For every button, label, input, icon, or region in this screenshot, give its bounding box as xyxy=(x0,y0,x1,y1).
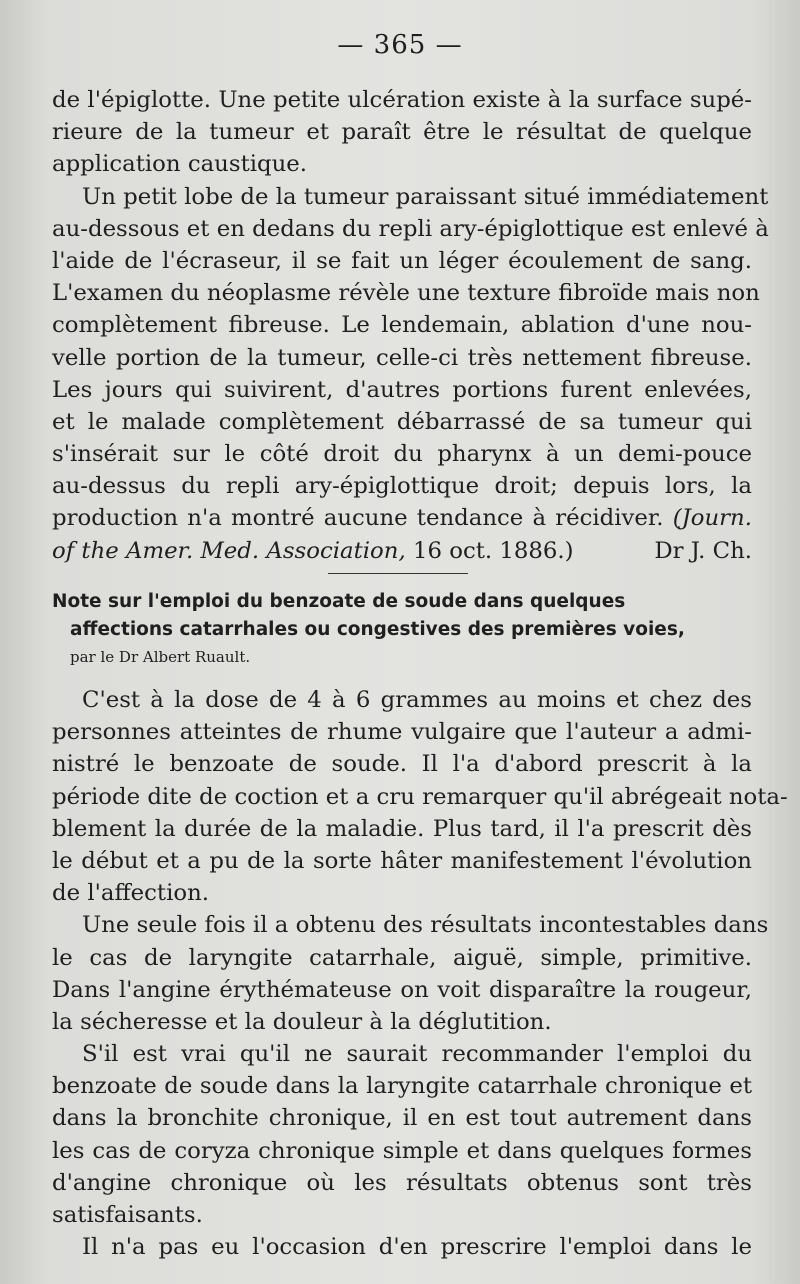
text-line: velle portion de la tumeur, celle-ci très nettement fibreuse. xyxy=(52,344,752,371)
text-line: au-dessus du repli ary-épiglottique droit; depuis lors, la xyxy=(52,473,752,500)
text-line: la sécheresse et la douleur à la déglutition. xyxy=(52,1008,552,1035)
text-line: s'insérait sur le côté droit du pharynx à un demi-pouce xyxy=(52,441,752,468)
text-line: application caustique. xyxy=(52,151,308,178)
section-divider xyxy=(328,573,468,574)
text-line: les cas de coryza chronique simple et dans quelques formes xyxy=(52,1137,752,1164)
text-line: Une seule fois il a obtenu des résultats incontestables dans xyxy=(82,912,769,939)
article-heading xyxy=(52,588,752,670)
text-line: de l'affection. xyxy=(52,880,210,907)
text-line: blement la durée de la maladie. Plus tard, il l'a prescrit dès xyxy=(52,815,752,842)
text-line: benzoate de soude dans la laryngite catarrhale chronique et xyxy=(52,1073,752,1100)
text-line: Dans l'angine érythémateuse on voit disparaître la rougeur, xyxy=(52,976,752,1003)
article-body xyxy=(52,684,788,1263)
text-fragment: production n'a montré aucune tendance à récidiver. xyxy=(52,505,664,532)
text-line: Un petit lobe de la tumeur paraissant situé immédiatement xyxy=(82,183,769,210)
author-signature: Dr J. Ch. xyxy=(654,537,752,564)
text-line: période dite de coction et a cru remarquer qu'il abrégeait nota- xyxy=(52,783,788,810)
text-line: C'est à la dose de 4 à 6 grammes au moins et chez des xyxy=(82,687,752,713)
text-line: complètement fibreuse. Le lendemain, ablation d'une nou- xyxy=(52,312,752,339)
text-line: dans la bronchite chronique, il en est tout autrement dans xyxy=(52,1105,752,1132)
text-line: d'angine chronique où les résultats obtenus sont très xyxy=(52,1169,752,1196)
text-line: et le malade complètement débarrassé de sa tumeur qui xyxy=(52,408,752,435)
citation-open: (Journ. xyxy=(672,505,752,532)
text-line: le début et a pu de la sorte hâter manifestement l'évolution xyxy=(52,847,752,874)
text-line: Les jours qui suivirent, d'autres portions furent enlevées, xyxy=(52,376,752,403)
article-byline: par le Dr Albert Ruault. xyxy=(70,648,251,666)
text-line: nistré le benzoate de soude. Il l'a d'abord prescrit à la xyxy=(52,751,752,778)
text-line: le cas de laryngite catarrhale, aiguë, simple, primitive. xyxy=(52,944,752,971)
text-line xyxy=(52,502,752,534)
text-line: L'examen du néoplasme révèle une texture fibroïde mais non xyxy=(52,280,760,307)
continued-paragraph xyxy=(52,84,769,567)
text-line: rieure de la tumeur et paraît être le résultat de quelque xyxy=(52,119,752,146)
text-line: au-dessous et en dedans du repli ary-épiglottique est enlevé à xyxy=(52,215,769,242)
text-line: l'aide de l'écraseur, il se fait un léger écoulement de sang. xyxy=(52,247,752,274)
text-line: S'il est vrai qu'il ne saurait recommander l'emploi du xyxy=(82,1041,752,1068)
citation-date: 16 oct. 1886.) xyxy=(405,537,574,564)
article-title-line: Note sur l'emploi du benzoate de soude dans quelques xyxy=(52,591,626,612)
citation-line xyxy=(52,535,752,567)
page-number: — 365 — xyxy=(337,30,463,60)
text-line: Il n'a pas eu l'occasion d'en prescrire l'emploi dans le xyxy=(82,1234,752,1261)
text-line: satisfaisants. xyxy=(52,1202,203,1228)
article-title-line: affections catarrhales ou congestives des premières voies, xyxy=(70,619,685,640)
text-line: personnes atteintes de rhume vulgaire que l'auteur a admi- xyxy=(52,719,752,746)
text-line: de l'épiglotte. Une petite ulcération existe à la surface supé- xyxy=(52,87,752,113)
citation-journal: of the Amer. Med. Association, xyxy=(52,537,406,564)
